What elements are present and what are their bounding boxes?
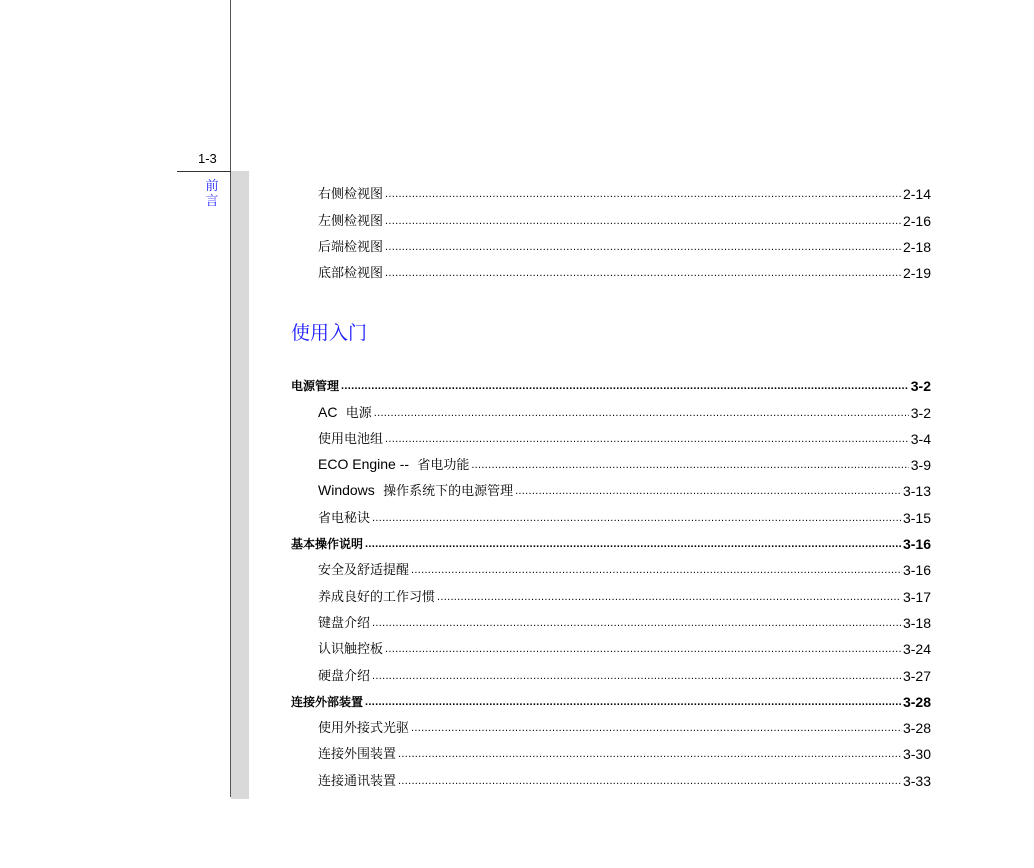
toc-entry[interactable] [291, 763, 931, 789]
toc-entry-page: 3-15 [902, 509, 931, 526]
toc-entry[interactable] [291, 395, 931, 421]
toc-entry-title: 右侧检视图 [318, 187, 384, 203]
toc-entry-page: 3-24 [902, 641, 931, 658]
toc-entry[interactable] [291, 579, 931, 605]
toc-leader-dots [365, 538, 901, 553]
toc-entry[interactable] [291, 474, 931, 500]
toc-chapter-list [291, 369, 931, 790]
toc-entry[interactable] [291, 632, 931, 658]
toc-entry[interactable] [291, 711, 931, 737]
toc-entry[interactable] [318, 230, 931, 256]
toc-section-page: 3-2 [910, 378, 931, 395]
toc-entry-title: 使用外接式光驱 [318, 721, 410, 737]
toc-section-page: 3-28 [902, 693, 931, 710]
toc-entry-page: 3-4 [910, 430, 931, 447]
toc-leader-dots [341, 380, 909, 395]
toc-section-title: 电源管理 [291, 379, 340, 394]
page-number-rule [177, 171, 231, 172]
toc-entry[interactable] [291, 448, 931, 474]
toc-leader-dots [385, 433, 909, 448]
toc-entry-title: 认识触控板 [318, 642, 384, 658]
toc-continued-list [318, 177, 931, 282]
toc-section-title: 连接外部装置 [291, 694, 364, 709]
toc-leader-dots [385, 215, 901, 230]
toc-entry-title: 底部检视图 [318, 266, 384, 282]
toc-entry-page: 2-18 [902, 238, 931, 255]
toc-entry-page: 3-9 [910, 457, 931, 474]
toc-entry-title: Windows 操作系统下的电源管理 [318, 482, 514, 500]
toc-entry-page: 3-30 [902, 746, 931, 763]
toc-leader-dots [411, 722, 901, 737]
toc-entry-page: 2-14 [902, 186, 931, 203]
toc-leader-dots [385, 643, 901, 658]
toc-entry-page: 2-19 [902, 265, 931, 282]
side-label: 前言 [205, 179, 219, 209]
toc-section-entry[interactable] [291, 369, 931, 395]
toc-entry-page: 3-27 [902, 667, 931, 684]
toc-entry-page: 3-13 [902, 483, 931, 500]
toc-leader-dots [374, 407, 909, 422]
toc-section-entry[interactable] [291, 685, 931, 711]
toc-leader-dots [385, 267, 901, 282]
toc-entry[interactable] [291, 422, 931, 448]
toc-leader-dots [398, 775, 901, 790]
toc-entry-page: 3-28 [902, 720, 931, 737]
toc-entry-title: 养成良好的工作习惯 [318, 589, 436, 605]
toc-entry[interactable] [291, 553, 931, 579]
toc-entry-title: 左侧检视图 [318, 213, 384, 229]
toc-leader-dots [365, 696, 901, 711]
toc-entry-title: AC 电源 [318, 403, 372, 421]
toc-leader-dots [411, 564, 901, 579]
toc-entry-title: ECO Engine -- 省电功能 [318, 456, 470, 474]
toc-leader-dots [385, 188, 901, 203]
toc-entry-title: 连接通讯装置 [318, 773, 397, 789]
toc-section-title: 基本操作说明 [291, 537, 364, 552]
toc-entry-title: 省电秘诀 [318, 510, 371, 526]
toc-entry-page: 3-18 [902, 614, 931, 631]
toc-entry-title: 后端检视图 [318, 239, 384, 255]
toc-leader-dots [471, 459, 908, 474]
toc-leader-dots [372, 617, 901, 632]
toc-entry-page: 3-33 [902, 772, 931, 789]
toc-leader-dots [398, 748, 901, 763]
toc-entry-title: 安全及舒适提醒 [318, 563, 410, 579]
toc-entry-page: 3-2 [910, 404, 931, 421]
page-number: 1-3 [198, 151, 217, 166]
toc-leader-dots [372, 512, 901, 527]
toc-entry-page: 3-16 [902, 562, 931, 579]
toc-entry-title: 连接外围装置 [318, 747, 397, 763]
toc-entry[interactable] [291, 606, 931, 632]
toc-entry[interactable] [291, 500, 931, 526]
toc-entry-page: 2-16 [902, 212, 931, 229]
toc-section-page: 3-16 [902, 536, 931, 553]
toc-entry[interactable] [318, 177, 931, 203]
toc-entry[interactable] [291, 658, 931, 684]
toc-entry-title: 使用电池组 [318, 431, 384, 447]
toc-section-entry[interactable] [291, 527, 931, 553]
toc-leader-dots [515, 485, 901, 500]
toc-entry-page: 3-17 [902, 588, 931, 605]
toc-entry[interactable] [318, 256, 931, 282]
toc-entry[interactable] [291, 737, 931, 763]
margin-gray-bar [231, 171, 249, 799]
toc-entry-title: 键盘介绍 [318, 615, 371, 631]
toc-entry-title: 硬盘介绍 [318, 668, 371, 684]
toc-leader-dots [437, 591, 901, 606]
toc-leader-dots [385, 241, 901, 256]
chapter-title[interactable]: 使用入门 [291, 322, 368, 344]
toc-entry[interactable] [318, 203, 931, 229]
toc-leader-dots [372, 670, 901, 685]
